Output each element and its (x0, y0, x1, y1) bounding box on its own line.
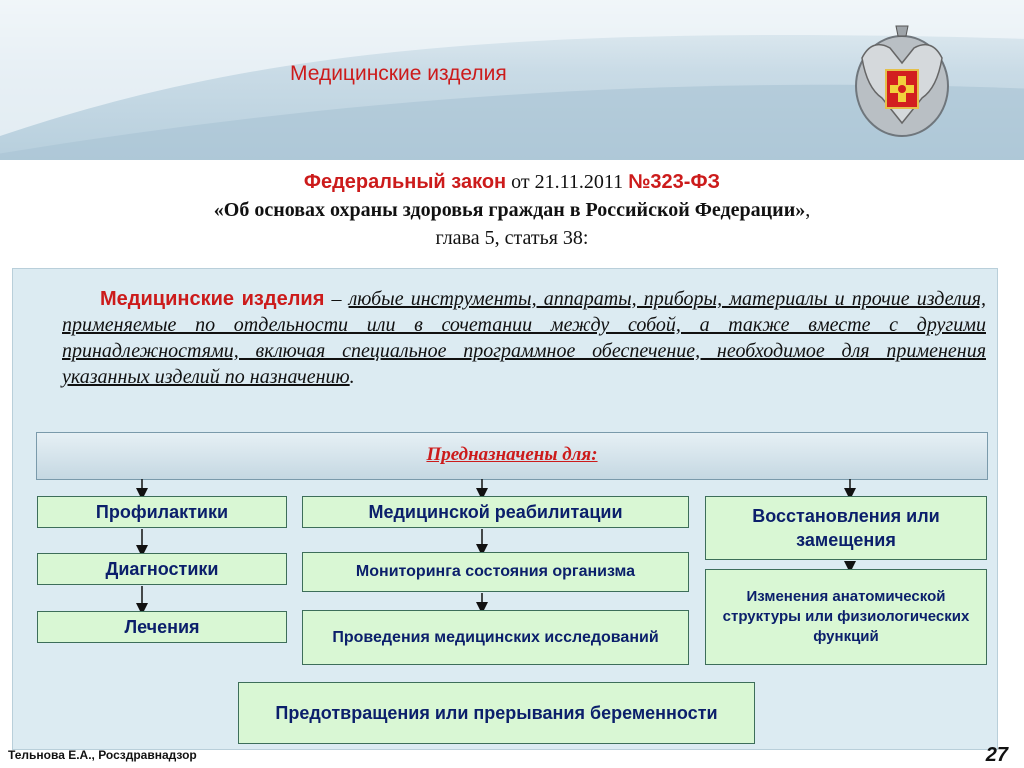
definition-term: Медицинские изделия (100, 288, 325, 310)
definition-end: . (349, 366, 355, 388)
law-heading (0, 168, 1024, 252)
definition-paragraph (62, 286, 986, 390)
law-name: Федеральный закон (303, 171, 507, 193)
purpose-header (36, 432, 988, 480)
header-banner (0, 0, 1024, 160)
box-monitoring: Мониторинга состояния организма (302, 552, 689, 592)
definition-dash: – (324, 288, 349, 310)
definition-body: любые инструменты, аппараты, приборы, материалы и прочие изделия, применяемые по отдельности или в сочетании между собой, а также вместе с другими принадлежностями, включая специальное программное обеспечение, необходимое для применения указанных изделий по назначению (62, 288, 987, 388)
double-headed-eagle-emblem-icon (852, 18, 952, 148)
banner-title: Медицинские изделия (290, 62, 507, 85)
footer-author: Тельнова Е.А., Росздравнадзор (8, 748, 197, 762)
box-pregnancy: Предотвращения или прерывания беременности (238, 682, 755, 744)
law-title-suffix: , (805, 199, 811, 221)
box-anatomy: Изменения анатомической структуры или физиологических функций (705, 569, 987, 665)
purpose-label: Предназначены для: (426, 444, 598, 465)
box-rehabilitation: Медицинской реабилитации (302, 496, 689, 528)
box-treatment: Лечения (37, 611, 287, 643)
page-number: 27 (985, 744, 1008, 766)
law-number: №323-ФЗ (628, 171, 721, 193)
law-chapter: глава 5, статья 38: (435, 227, 589, 249)
law-date: от 21.11.2011 (511, 171, 624, 193)
box-research: Проведения медицинских исследований (302, 610, 689, 665)
box-diagnostics: Диагностики (37, 553, 287, 585)
box-prevention: Профилактики (37, 496, 287, 528)
law-title: «Об основах охраны здоровья граждан в Российской Федерации» (213, 199, 806, 221)
box-restoration: Восстановления или замещения (705, 496, 987, 560)
